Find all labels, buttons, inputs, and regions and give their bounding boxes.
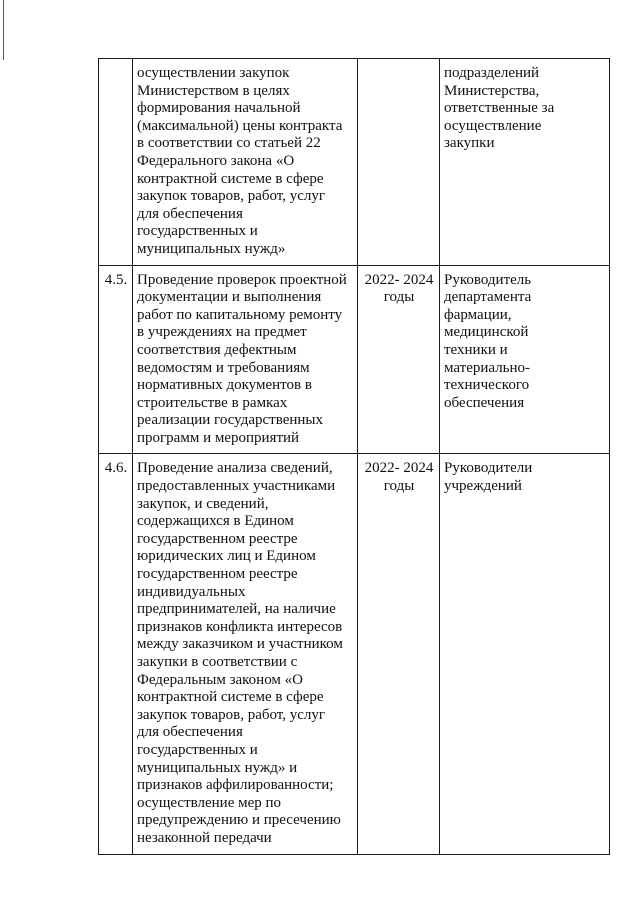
measures-table: [98, 58, 610, 855]
period-cell: 2022- 2024 годы: [358, 454, 440, 854]
margin-rule: [3, 0, 4, 60]
item-number-cell: 4.6.: [99, 454, 133, 854]
item-number-cell: [99, 59, 133, 266]
responsible-cell: Руководитель департамента фармации, медицинской техники и материально- технического обеспечения: [440, 265, 610, 454]
responsible-cell: подразделений Министерства, ответственные за осуществление закупки: [440, 59, 610, 266]
table-row: [99, 265, 610, 454]
period-cell: 2022- 2024 годы: [358, 265, 440, 454]
period-cell: [358, 59, 440, 266]
measure-cell: Проведение проверок проектной документации и выполнения работ по капитальному ремонту в учреждениях на предмет соответствия дефектным ведомостям и требованиям нормативных документов в строительстве в рамках реализации государственных программ и мероприятий: [133, 265, 358, 454]
responsible-cell: Руководители учреждений: [440, 454, 610, 854]
measure-cell: осуществлении закупок Министерством в целях формирования начальной (максимальной) цены контракта в соответствии со статьей 22 Федерального закона «О контрактной системе в сфере закупок товаров, работ, услуг для обеспечения государственных и муниципальных нужд»: [133, 59, 358, 266]
measure-cell: Проведение анализа сведений, предоставленных участниками закупок, и сведений, содержащихся в Едином государственном реестре юридических лиц и Едином государственном реестре индивидуальных предпринимателей, на наличие признаков конфликта интересов между заказчиком и участником закупки в соответствии с Федеральным законом «О контрактной системе в сфере закупок товаров, работ, услуг для обеспечения государственных и муниципальных нужд» и признаков аффилированности; осуществление мер по предупреждению и пресечению незаконной передачи: [133, 454, 358, 854]
table-row: [99, 454, 610, 854]
item-number-cell: 4.5.: [99, 265, 133, 454]
table-row: [99, 59, 610, 266]
